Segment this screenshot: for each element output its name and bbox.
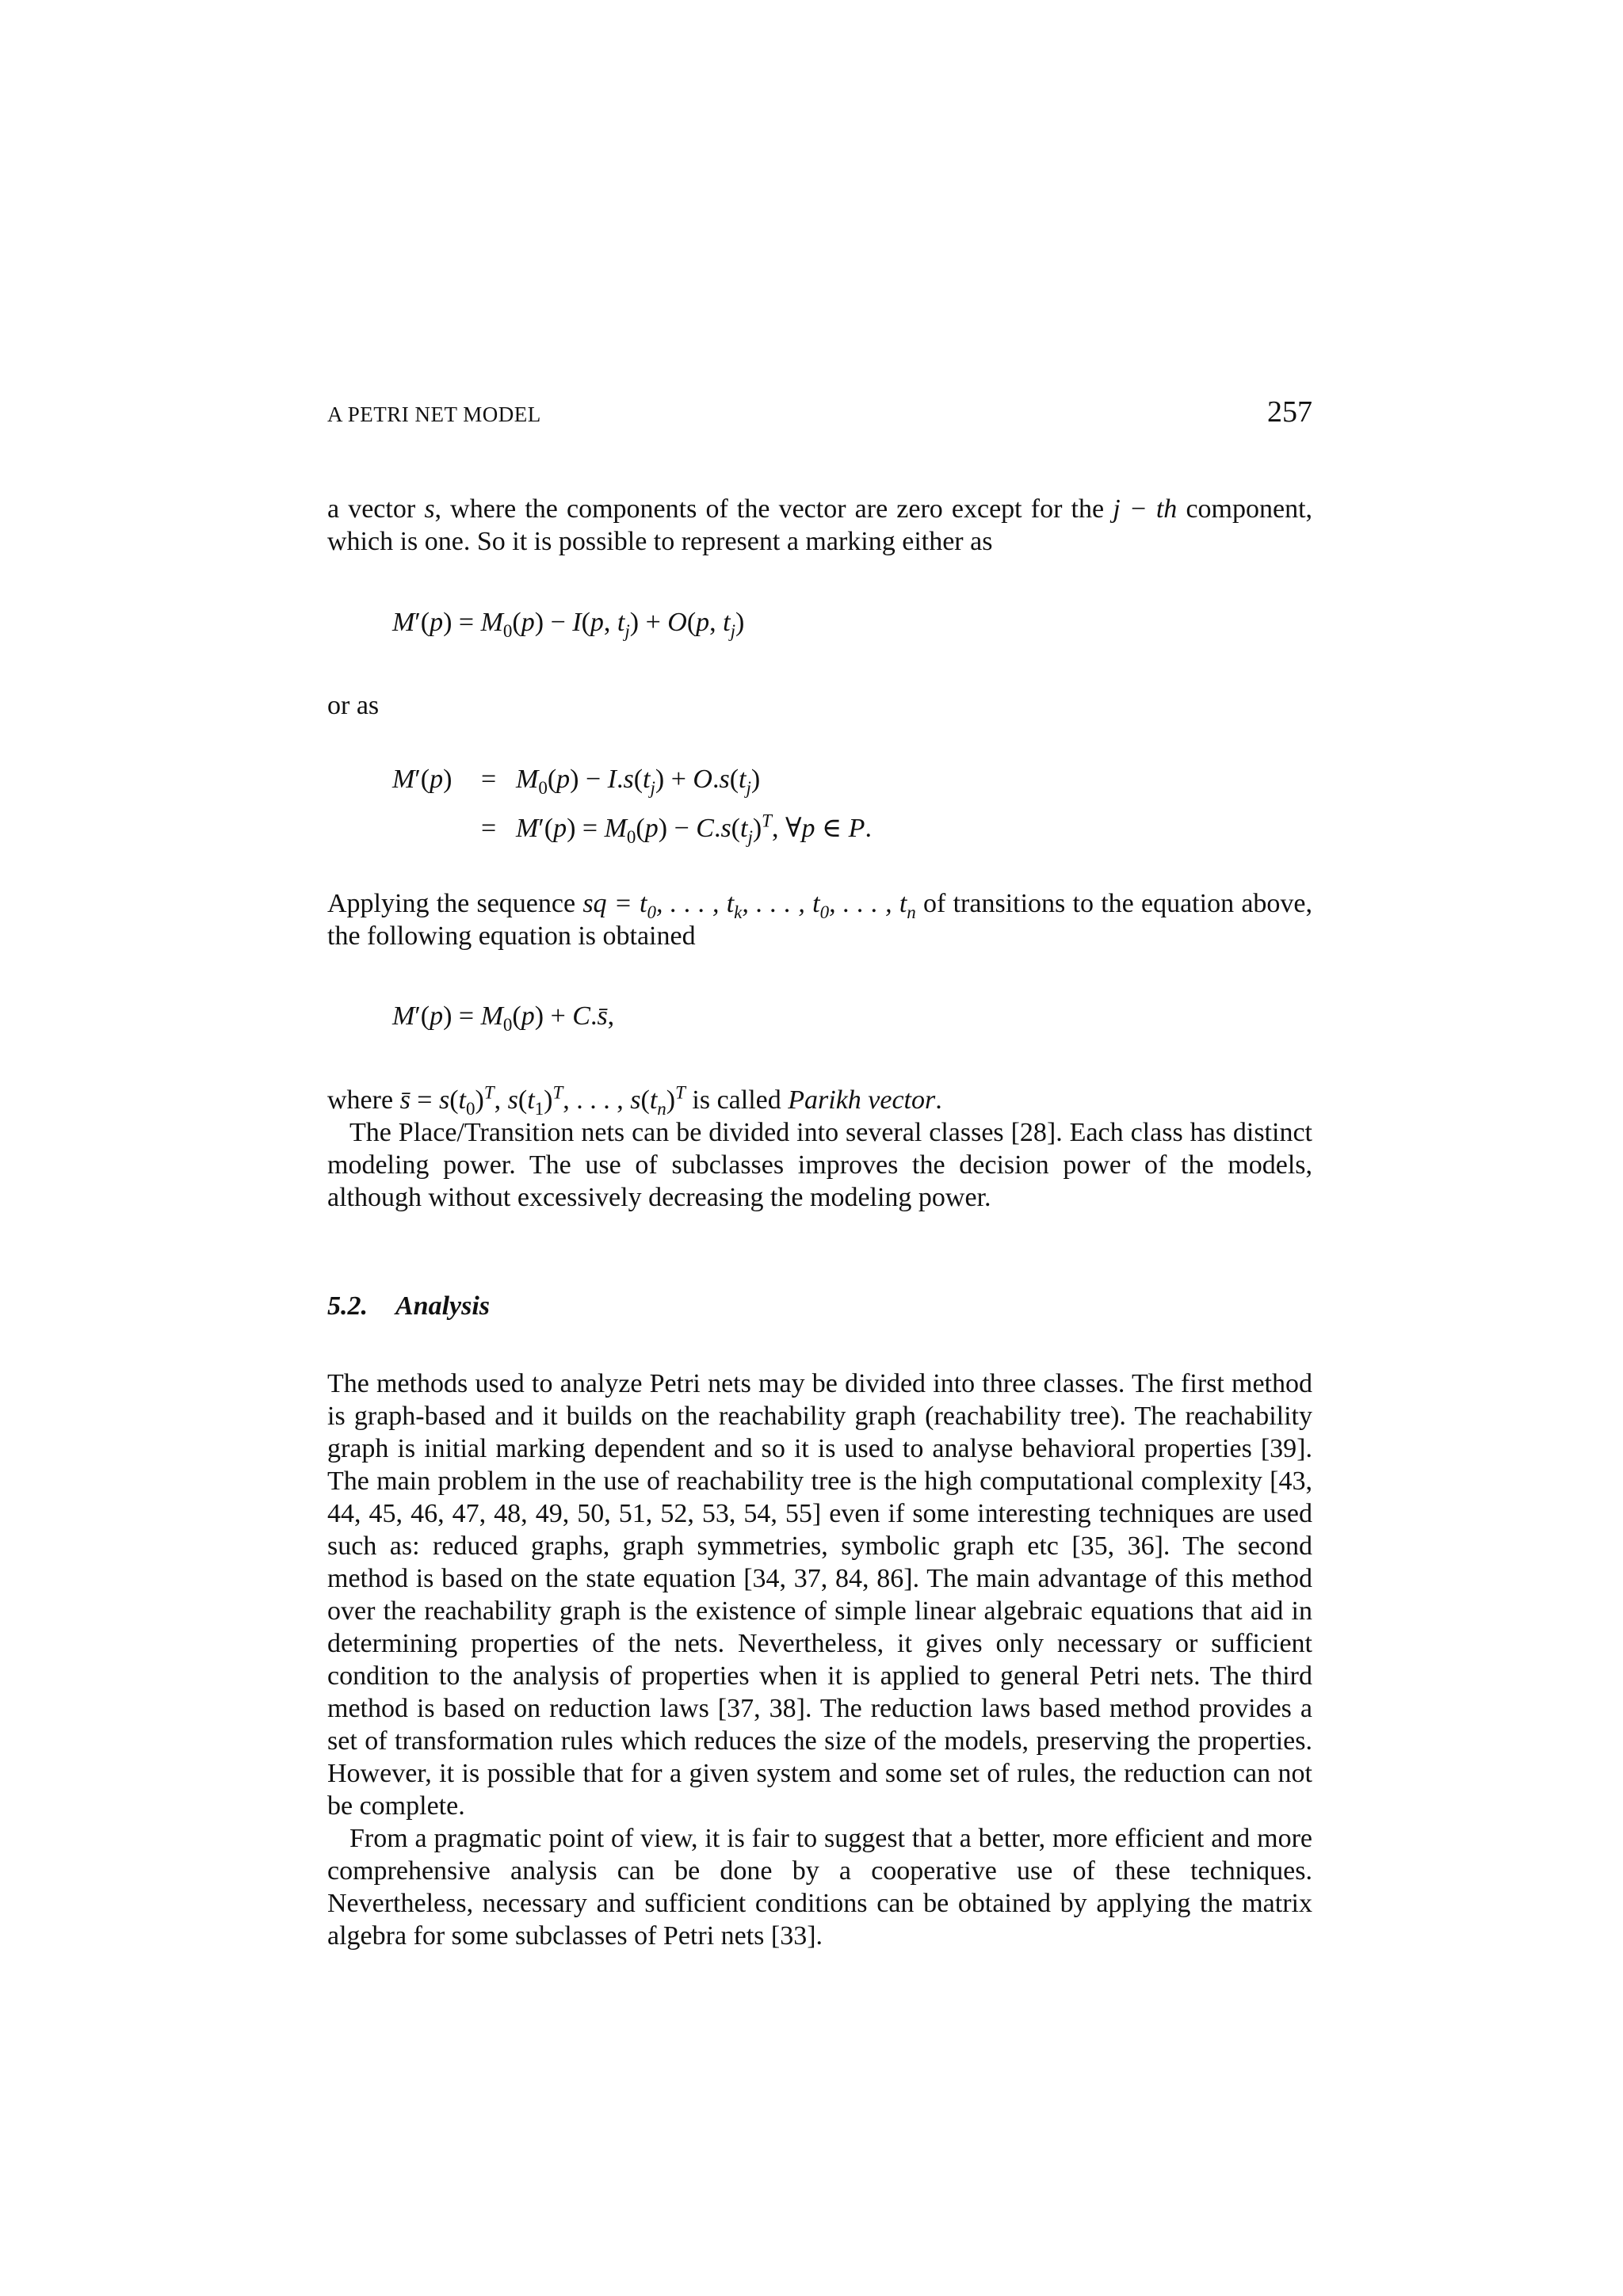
math-var-s: s <box>424 494 435 524</box>
paragraph-analysis-methods: The methods used to analyze Petri nets may be divided into three classes. The first method is graph-based and it builds on the reachability graph (reachability tree). The reachability graph is initial marking dependent and so it is used to analyse behavioral properties [39]. The main problem in the use of reachability tree is the high computational complexity [43, 44, 45, 46, 47, 48, 49, 50, 51, 52, 53, 54, 55] even if some interesting techniques are used such as: reduced graphs, graph symmetries, symbolic graph etc [35, 36]. The second method is based on the state equation [34, 37, 84, 86]. The main advantage of this method over the reachability graph is the existence of simple linear algebraic equations that aid in determining properties of the nets. Nevertheless, it gives only necessary or sufficient condition to the analysis of properties when it is applied to general Petri nets. The third method is based on reduction laws [37, 38]. The reduction laws based method provides a set of transformation rules which reduces the size of the models, preserving the properties. However, it is possible that for a given system and some set of rules, the reduction can not be complete. <box>327 1369 1312 1821</box>
section-title: Analysis <box>395 1291 491 1321</box>
section-number: 5.2. <box>327 1291 368 1321</box>
analysis-body <box>327 1367 1312 1952</box>
term-parikh-vector: Parikh vector <box>788 1085 936 1115</box>
paragraph-sequence <box>327 887 1312 952</box>
page-number: 257 <box>1267 395 1312 429</box>
text-segment: , where the components of the vector are zero except for the <box>434 494 1105 524</box>
paragraph-pragmatic: From a pragmatic point of view, it is fair to suggest that a better, more efficient and more comprehensive analysis can be done by a cooperative use of these techniques. Nevertheless, necessary and sufficient conditions can be obtained by applying the matrix algebra for some subclasses of Petri nets [33]. <box>327 1824 1312 1951</box>
text-segment: Applying the sequence <box>327 889 576 918</box>
paragraph-intro <box>327 493 1312 558</box>
running-title: A PETRI NET MODEL <box>327 402 541 426</box>
text-segment: the following equation is obtained <box>327 921 696 951</box>
text-or-as: or as <box>327 691 380 720</box>
math-sequence: sq = $t_0$, . . . , $t_k$, . . . , $t_0$, . . . , $t_n$ <box>582 889 916 922</box>
math-jth: j − th <box>1113 494 1178 524</box>
paragraph-classes: The Place/Transition nets can be divided into several classes [28]. Each class has distinct modeling power. The use of subclasses improves the decision power of the models, although without excessively decreasing the modeling power. <box>327 1118 1312 1212</box>
text-segment: a vector <box>327 494 416 524</box>
text-segment: which is one. So it is possible to represent a marking either as <box>327 527 993 556</box>
text-segment: where <box>327 1085 394 1115</box>
paper-page: A PETRI NET MODEL 257 a vector s, where the components of the vector are zero except for the j − th component, which is one. So it is possible to represent a marking either as $M'(p) = M_0(p) - I(p$, $t_j) + O(p$, $t_j$) or as M′(p) = $M_0(p) - I.s(t_j) + O.s(t_j)$ = $M'(p) = M_0(p) - C.s(t_j)^T$, ∀p ∈ P. Applying the sequence sq = $t_0$, . . . , $t_k$, . . . , $t_0$, . . . , $t_n$ of transitions to the equation above, the following equation is obtained $M'(p) = M_0(p)$ + C.s̄, where s̄ = $s(t_0)^T$, $s(t_1)^T$, . . . , $s(t_n)^T$ is called Parikh vector. The Place/Transition nets can be divided into several classes [28]. Each class has distinct modeling power. The use of subclasses improves the decision power of the models, although without excessively decreasing the modeling power. 5.2. Analysis The methods used to analyze Petri nets may be divided into three classes. The first method is graph-based and it builds on the reachability graph (reachability tree). The reachability graph is initial marking dependent and so it is used to analyse behavioral properties [39]. The main problem in the use of reachability tree is the high computational complexity [43, 44, 45, 46, 47, 48, 49, 50, 51, 52, 53, 54, 55] even if some interesting techniques are used such as: reduced graphs, graph symmetries, symbolic graph etc [35, 36]. The second method is based on the state equation [34, 37, 84, 86]. The main advantage of this method over the reachability graph is the existence of simple linear algebraic equations that aid in determining properties of the nets. Nevertheless, it gives only necessary or sufficient condition to the analysis of properties when it is applied to general Petri nets. The third method is based on reduction laws [37, 38]. The reduction laws based method provides a set of transformation rules which reduces the size of the models, preserving the properties. However, it is possible that for a given system and some set of rules, the reduction can not be complete. From a pragmatic point of view, it is fair to suggest that a better, more efficient and more comprehensive analysis can be done by a cooperative use of these techniques. Nevertheless, necessary and sufficient conditions can be obtained by applying the matrix algebra for some subclasses of Petri nets [33]. <box>327 395 1313 1951</box>
equation-state: $M'(p) = M_0(p)$ + C.s̄, <box>392 1001 615 1035</box>
section-heading <box>327 1291 490 1322</box>
math-parikh-def: s̄ = $s(t_0)^T$, $s(t_1)^T$, . . . , $s(t_n)^T$ <box>399 1082 685 1119</box>
equation-marking-1: $M'(p) = M_0(p) - I(p$, $t_j) + O(p$, $t_j$) <box>392 608 745 641</box>
text-segment: component, <box>1186 494 1313 524</box>
text-segment: is called <box>692 1085 781 1115</box>
text-segment: of transitions to the equation above, <box>923 889 1313 918</box>
equation-marking-2-line1: M′(p) = $M_0(p) - I.s(t_j) + O.s(t_j)$ <box>392 765 761 798</box>
paragraph-parikh: where s̄ = $s(t_0)^T$, $s(t_1)^T$, . . . , $s(t_n)^T$ is called Parikh vector. The Place/Transition nets can be divided into several classes [28]. Each class has distinct modeling power. The use of subclasses improves the decision power of the models, although without excessively decreasing the modeling power. <box>327 1082 1312 1212</box>
paragraph-or-as <box>327 689 1312 722</box>
